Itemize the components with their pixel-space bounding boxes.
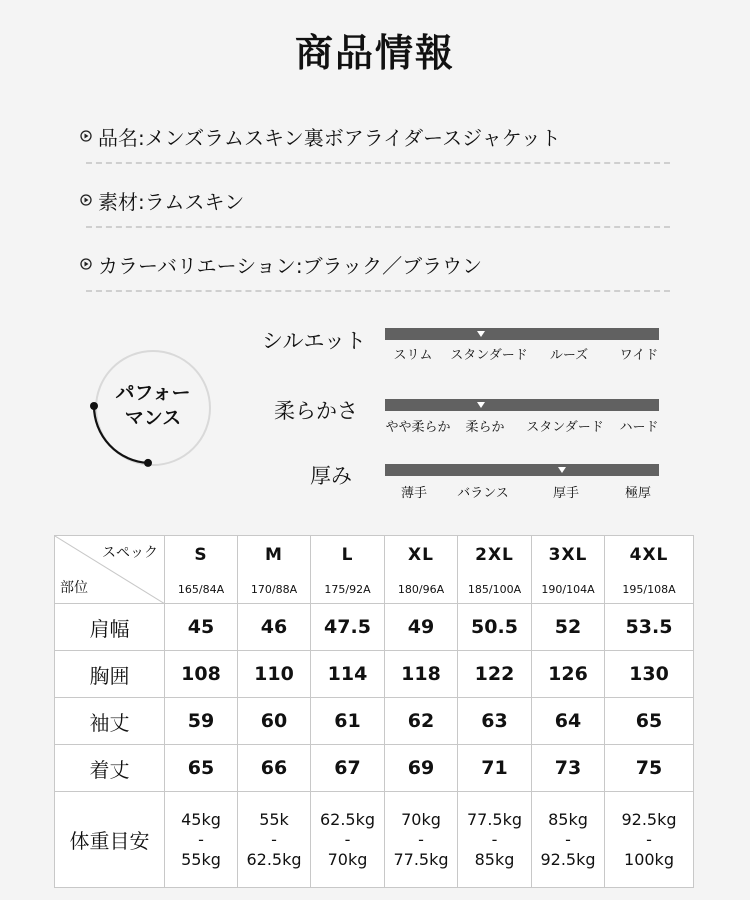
info-value: メンズラムスキン裏ボアライダースジャケット <box>144 126 561 150</box>
table-cell: 114 <box>311 651 385 698</box>
info-label: カラーバリエーション <box>98 254 296 278</box>
size-header: XL 180/96A <box>385 536 458 604</box>
table-cell: 110 <box>238 651 311 698</box>
scale-option: スタンダード <box>526 420 604 435</box>
size-header: M 170/88A <box>238 536 311 604</box>
weight-range-cell: 85kg - 92.5kg <box>532 792 605 888</box>
info-value: ラムスキン <box>144 190 245 214</box>
table-cell: 122 <box>458 651 532 698</box>
table-cell: 60 <box>238 698 311 745</box>
table-corner-cell <box>55 536 165 604</box>
table-cell: 64 <box>532 698 605 745</box>
table-cell: 50.5 <box>458 604 532 651</box>
row-label-chest: 胸囲 <box>55 651 165 698</box>
table-row <box>55 604 694 651</box>
row-label-shoulder: 肩幅 <box>55 604 165 651</box>
table-cell: 73 <box>532 745 605 792</box>
table-cell: 65 <box>165 745 238 792</box>
table-cell: 49 <box>385 604 458 651</box>
table-cell: 59 <box>165 698 238 745</box>
table-cell: 52 <box>532 604 605 651</box>
table-cell: 126 <box>532 651 605 698</box>
table-cell: 71 <box>458 745 532 792</box>
table-cell: 45 <box>165 604 238 651</box>
play-bullet-icon <box>80 194 92 206</box>
table-cell: 66 <box>238 745 311 792</box>
table-cell: 75 <box>605 745 694 792</box>
corner-label-spec: スペック <box>102 545 158 561</box>
table-row <box>55 698 694 745</box>
scale-option: 極厚 <box>624 486 652 501</box>
scale-bar-silhouette <box>385 328 659 340</box>
table-cell: 63 <box>458 698 532 745</box>
scale-option: 柔らか <box>465 420 505 435</box>
table-row <box>55 745 694 792</box>
performance-badge-label: パフォー マンス <box>115 382 191 429</box>
info-value: ブラック／ブラウン <box>302 254 483 278</box>
scale-option: ルーズ <box>549 348 589 363</box>
row-label-length: 着丈 <box>55 745 165 792</box>
scale-option: 薄手 <box>400 486 428 501</box>
table-row <box>55 651 694 698</box>
table-header-row <box>55 536 694 604</box>
scale-marker-icon <box>477 402 485 408</box>
scale-option: スタンダード <box>450 348 528 363</box>
table-cell: 61 <box>311 698 385 745</box>
table-cell: 130 <box>605 651 694 698</box>
dashed-divider <box>86 226 670 228</box>
weight-range-cell: 70kg - 77.5kg <box>385 792 458 888</box>
info-label: 品名 <box>98 126 138 150</box>
scale-title-softness: 柔らかさ <box>274 399 358 423</box>
play-bullet-icon <box>80 258 92 270</box>
page-title: 商品情報 <box>294 31 455 75</box>
scale-option: バランス <box>457 486 509 501</box>
row-label-weight: 体重目安 <box>55 792 165 888</box>
play-bullet-icon <box>80 130 92 142</box>
weight-range-cell: 62.5kg - 70kg <box>311 792 385 888</box>
scale-bar-thickness <box>385 464 659 476</box>
scale-title-thickness: 厚み <box>310 464 352 488</box>
spec-table <box>54 535 694 888</box>
table-cell: 108 <box>165 651 238 698</box>
scale-marker-icon <box>558 467 566 473</box>
table-cell: 53.5 <box>605 604 694 651</box>
weight-range-cell: 77.5kg - 85kg <box>458 792 532 888</box>
weight-range-cell: 55k - 62.5kg <box>238 792 311 888</box>
size-header: 4XL 195/108A <box>605 536 694 604</box>
scale-option: ハード <box>619 420 659 435</box>
size-header: 3XL 190/104A <box>532 536 605 604</box>
scale-bar-softness <box>385 399 659 411</box>
table-cell: 65 <box>605 698 694 745</box>
table-cell: 69 <box>385 745 458 792</box>
info-label: 素材 <box>98 190 138 214</box>
scale-option: 厚手 <box>552 486 580 501</box>
info-row-color-variation: カラーバリエーション:ブラック／ブラウン <box>80 244 670 284</box>
info-row-product-name: 品名:メンズラムスキン裏ボアライダースジャケット <box>80 116 670 156</box>
weight-range-cell: 92.5kg - 100kg <box>605 792 694 888</box>
scale-title-silhouette: シルエット <box>262 329 367 353</box>
scale-option: やや柔らか <box>385 420 451 435</box>
size-header: 2XL 185/100A <box>458 536 532 604</box>
row-label-sleeve: 袖丈 <box>55 698 165 745</box>
dashed-divider <box>86 162 670 164</box>
table-cell: 46 <box>238 604 311 651</box>
table-cell: 47.5 <box>311 604 385 651</box>
scale-option: スリム <box>393 348 433 363</box>
dashed-divider <box>86 290 670 292</box>
size-header: S 165/84A <box>165 536 238 604</box>
table-cell: 118 <box>385 651 458 698</box>
table-cell: 62 <box>385 698 458 745</box>
info-row-material: 素材:ラムスキン <box>80 180 670 220</box>
scale-option: ワイド <box>619 348 659 363</box>
table-cell: 67 <box>311 745 385 792</box>
size-header: L 175/92A <box>311 536 385 604</box>
weight-range-cell: 45kg - 55kg <box>165 792 238 888</box>
table-row-weight <box>55 792 694 888</box>
scale-marker-icon <box>477 331 485 337</box>
corner-label-part: 部位 <box>60 580 88 596</box>
